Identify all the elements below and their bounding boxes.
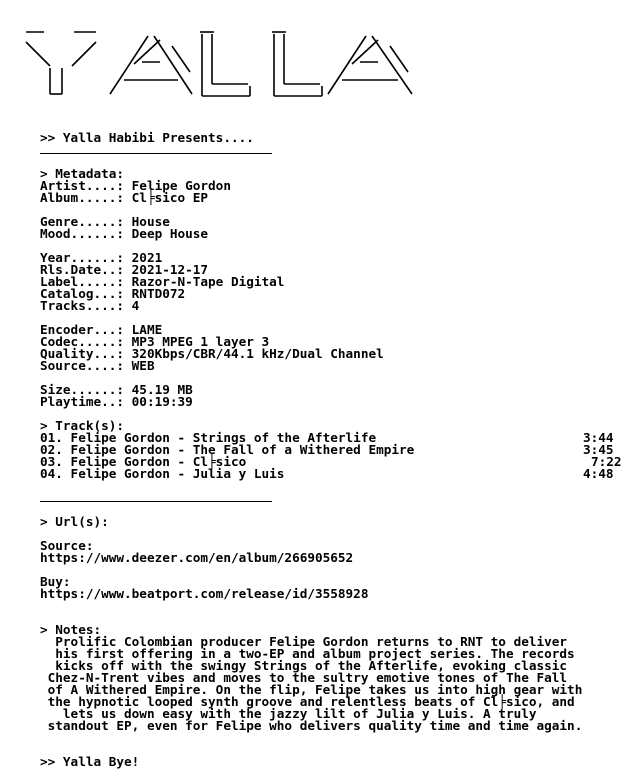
notes-line: Chez-N-Trent vibes and moves to the sultry emotive tones of The Fall — [40, 670, 568, 685]
tracks-field: Tracks....: 4 — [40, 298, 140, 313]
year-field: Year......: 2021 — [40, 250, 163, 265]
track-time: 3:45 — [583, 442, 614, 457]
notes-heading: > Notes: — [40, 622, 102, 637]
label-field: Label.....: Razor-N-Tape Digital — [40, 274, 285, 289]
urls-heading: > Url(s): — [40, 514, 109, 529]
mood-field: Mood......: Deep House — [40, 226, 209, 241]
track-time: 3:44 — [583, 430, 614, 445]
encoder-field: Encoder...: LAME — [40, 322, 163, 337]
buy-label: Buy: — [40, 574, 71, 589]
tracklist-heading: > Track(s): — [40, 418, 125, 433]
metadata-heading: > Metadata: — [40, 166, 125, 181]
notes-line: lets us down easy with the jazzy lilt of Julia y Luis. A truly — [40, 706, 537, 721]
track-title: 01. Felipe Gordon - Strings of the Afterlife — [40, 430, 377, 445]
notes-line: his first offering in a two-EP and album project series. The records — [40, 646, 575, 661]
playtime-field: Playtime..: 00:19:39 — [40, 394, 193, 409]
track-title: 02. Felipe Gordon - The Fall of a Withered Empire — [40, 442, 415, 457]
size-field: Size......: 45.19 MB — [40, 382, 193, 397]
notes-line: the hypnotic looped synth groove and relentless beats of Cl╞sico, and — [40, 694, 575, 709]
divider-middle — [40, 501, 272, 502]
presents-line: >> Yalla Habibi Presents.... — [40, 130, 254, 145]
album-field: Album.....: Cl╞sico EP — [40, 190, 209, 205]
release-date-field: Rls.Date..: 2021-12-17 — [40, 262, 209, 277]
codec-field: Codec.....: MP3 MPEG 1 layer 3 — [40, 334, 270, 349]
notes-line: Prolific Colombian producer Felipe Gordon returns to RNT to deliver — [40, 634, 568, 649]
source-label: Source: — [40, 538, 94, 553]
quality-field: Quality...: 320Kbps/CBR/44.1 kHz/Dual Channel — [40, 346, 384, 361]
divider-top — [40, 153, 272, 154]
artist-field: Artist....: Felipe Gordon — [40, 178, 231, 193]
track-time: 4:48 — [583, 466, 614, 481]
source-url: https://www.deezer.com/en/album/266905652 — [40, 550, 354, 565]
notes-line: standout EP, even for Felipe who delivers quality time and time again. — [40, 718, 583, 733]
notes-line: kicks off with the swingy Strings of the Afterlife, evoking classic — [40, 658, 568, 673]
yalla-ascii-logo — [22, 24, 422, 98]
track-title: 04. Felipe Gordon - Julia y Luis — [40, 466, 285, 481]
genre-field: Genre.....: House — [40, 214, 170, 229]
notes-line: of A Withered Empire. On the flip, Felipe takes us into high gear with — [40, 682, 583, 697]
source-field: Source....: WEB — [40, 358, 155, 373]
buy-url: https://www.beatport.com/release/id/3558928 — [40, 586, 369, 601]
track-time: 7:22 — [591, 454, 622, 469]
track-title: 03. Felipe Gordon - Cl╞sico — [40, 454, 247, 469]
catalog-field: Catalog...: RNTD072 — [40, 286, 186, 301]
bye-line: >> Yalla Bye! — [40, 754, 140, 769]
